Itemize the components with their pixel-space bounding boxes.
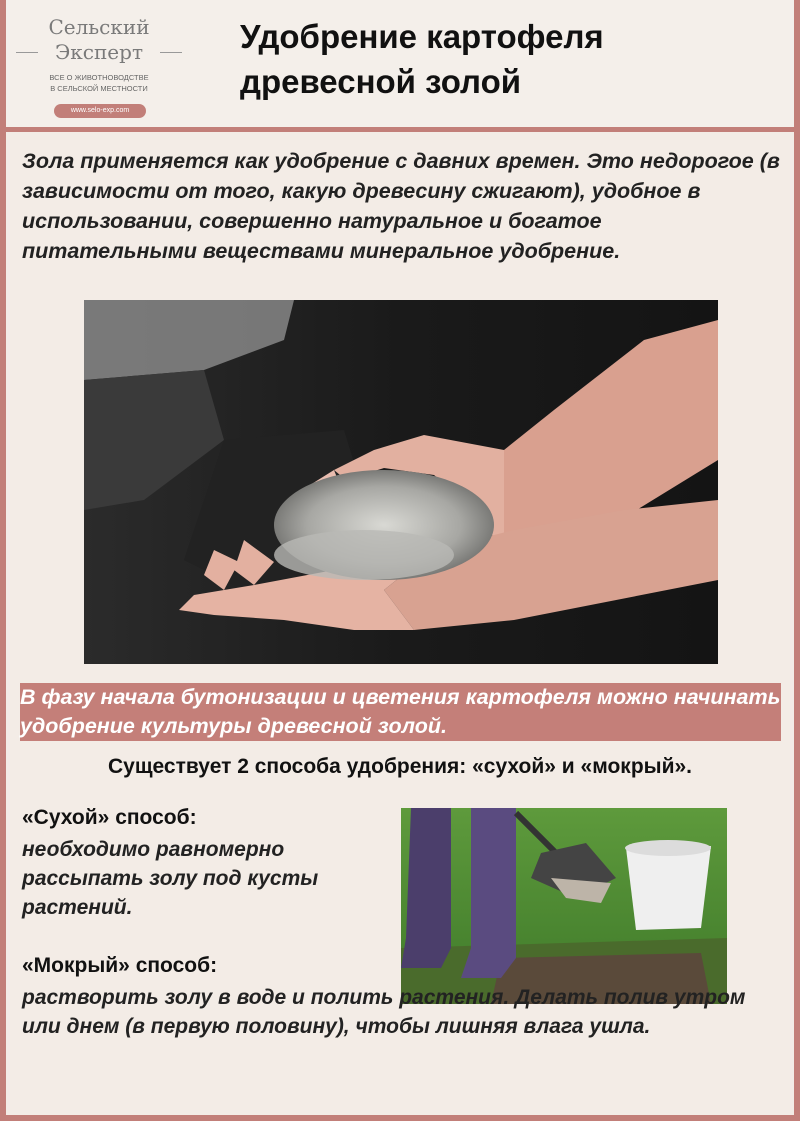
page-title-line-1: Удобрение картофеля (240, 18, 604, 55)
wet-method-title: «Мокрый» способ: (22, 954, 218, 977)
wet-method-text: растворить золу в воде и полить растения. Делать полив утром или днем (в первую половину), чтобы лишняя влага ушла. (22, 986, 746, 1038)
logo[interactable] (14, 8, 184, 123)
logo-line-1: Сельский (48, 15, 150, 39)
page-title-line-2: древесной золой (240, 63, 522, 100)
frame-right (794, 0, 800, 1121)
header-divider (0, 127, 800, 132)
intro-paragraph: Зола применяется как удобрение с давних времен. Это недорогое (в зависимости от того, какую древесину сжигают), удобное в использовании, совершенно натуральное и богатое питательными веществами минеральное удобрение. (22, 149, 780, 263)
frame-bottom (0, 1115, 800, 1121)
ash-hands-image (84, 300, 718, 664)
logo-url-link[interactable]: www.selo-exp.com (54, 104, 146, 118)
logo-tagline-1: ВСЕ О ЖИВОТНОВОДСТВЕ (49, 73, 149, 82)
frame-left (0, 0, 6, 1121)
page-title (240, 14, 760, 104)
header (0, 0, 800, 128)
logo-tagline (14, 72, 184, 94)
dry-method-title: «Сухой» способ: (22, 806, 197, 829)
logo-tagline-2: В СЕЛЬСКОЙ МЕСТНОСТИ (50, 84, 148, 93)
logo-line-2: Эксперт (54, 40, 144, 64)
ash-hands-photo (84, 300, 718, 664)
garden-image (401, 808, 727, 1004)
banner-text: В фазу начала бутонизации и цветения картофеля можно начинать удобрение культуры древесной золой. (20, 685, 781, 738)
garden-photo (401, 808, 727, 1004)
methods-heading: Существует 2 способа удобрения: «сухой» и «мокрый». (107, 755, 693, 778)
dry-method-text: необходимо равномерно рассыпать золу под кусты растений. (22, 838, 319, 919)
